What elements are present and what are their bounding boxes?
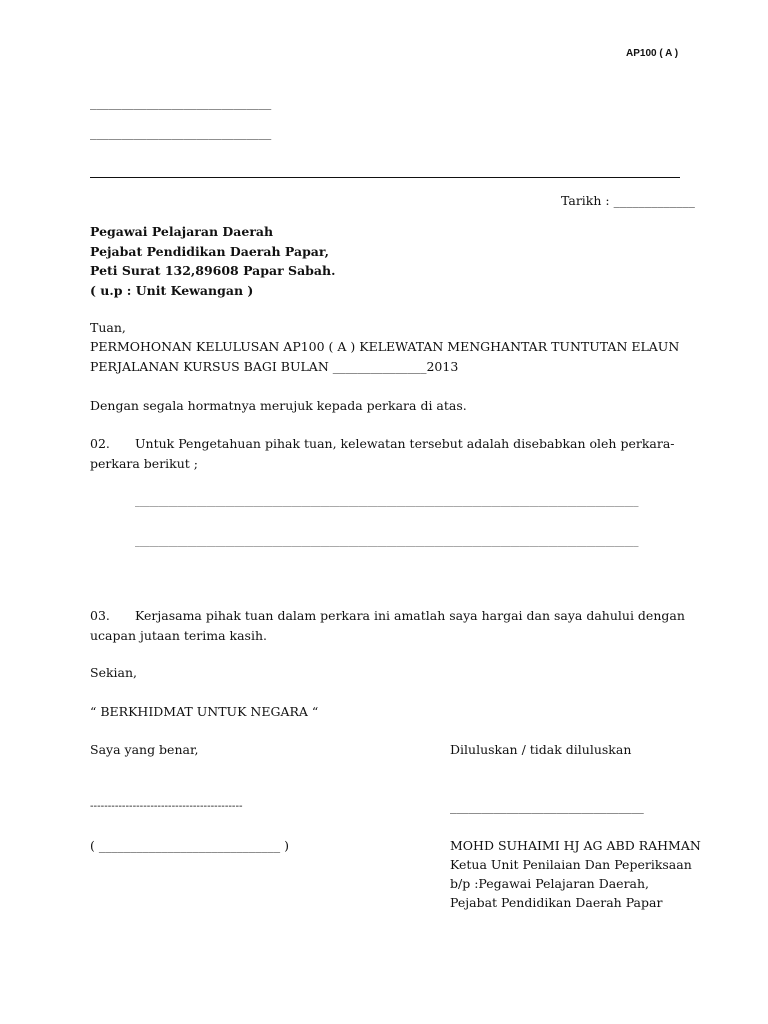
approver-title-line-2: b/p :Pegawai Pelajaran Daerah,: [450, 876, 650, 891]
subject-line-1: PERMOHONAN KELULUSAN AP100 ( A ) KELEWATAN MENGHANTAR TUNTUTAN ELAUN: [90, 339, 680, 354]
approval-label: Diluluskan / tidak diluluskan: [450, 742, 632, 757]
header-divider: [90, 177, 680, 178]
approval-signature-line: _______________________________: [450, 799, 644, 814]
date-label: Tarikh :: [561, 193, 610, 208]
approver-title-line-3: Pejabat Pendidikan Daerah Papar: [450, 895, 663, 910]
closing: Sekian,: [90, 665, 138, 680]
sender-sign-label: Saya yang benar,: [90, 742, 199, 757]
para-03-line-1: Kerjasama pihak tuan dalam perkara ini amatlah saya hargai dan saya dahului dengan: [135, 608, 685, 623]
approver-title-line-1: Ketua Unit Penilaian Dan Peperiksaan: [450, 857, 692, 872]
recipient-line-1: Pegawai Pelajaran Daerah: [90, 224, 274, 239]
sender-line-1: _____________________________: [90, 95, 272, 110]
recipient-line-4: ( u.p : Unit Kewangan ): [90, 283, 254, 298]
form-code: AP100 ( A ): [626, 48, 679, 59]
approver-name: MOHD SUHAIMI HJ AG ABD RAHMAN: [450, 838, 701, 853]
reason-line-1: __________________________________________________________________________________________________________: [135, 496, 639, 507]
date-blank: _____________: [613, 193, 695, 208]
para-03-number: 03.: [90, 608, 110, 623]
reason-line-2: __________________________________________________________________________________________________________: [135, 536, 639, 547]
sender-signature-line: -------------------------------------------: [90, 800, 243, 812]
para-02-line-2: perkara berikut ;: [90, 456, 199, 471]
sender-name-blank: ( _____________________________ ): [90, 838, 289, 853]
recipient-line-2: Pejabat Pendidikan Daerah Papar,: [90, 244, 329, 259]
recipient-line-3: Peti Surat 132,89608 Papar Sabah.: [90, 263, 336, 278]
para-03-line-2: ucapan jutaan terima kasih.: [90, 628, 267, 643]
subject-line-2: PERJALANAN KURSUS BAGI BULAN _______________2013: [90, 359, 459, 374]
sender-line-2: _____________________________: [90, 125, 272, 140]
motto: “ BERKHIDMAT UNTUK NEGARA “: [90, 704, 319, 719]
date-field: [561, 195, 695, 208]
para-02-line-1: Untuk Pengetahuan pihak tuan, kelewatan tersebut adalah disebabkan oleh perkara-: [135, 436, 675, 451]
salutation: Tuan,: [90, 320, 126, 335]
intro-paragraph: Dengan segala hormatnya merujuk kepada perkara di atas.: [90, 398, 467, 413]
para-02-number: 02.: [90, 436, 110, 451]
